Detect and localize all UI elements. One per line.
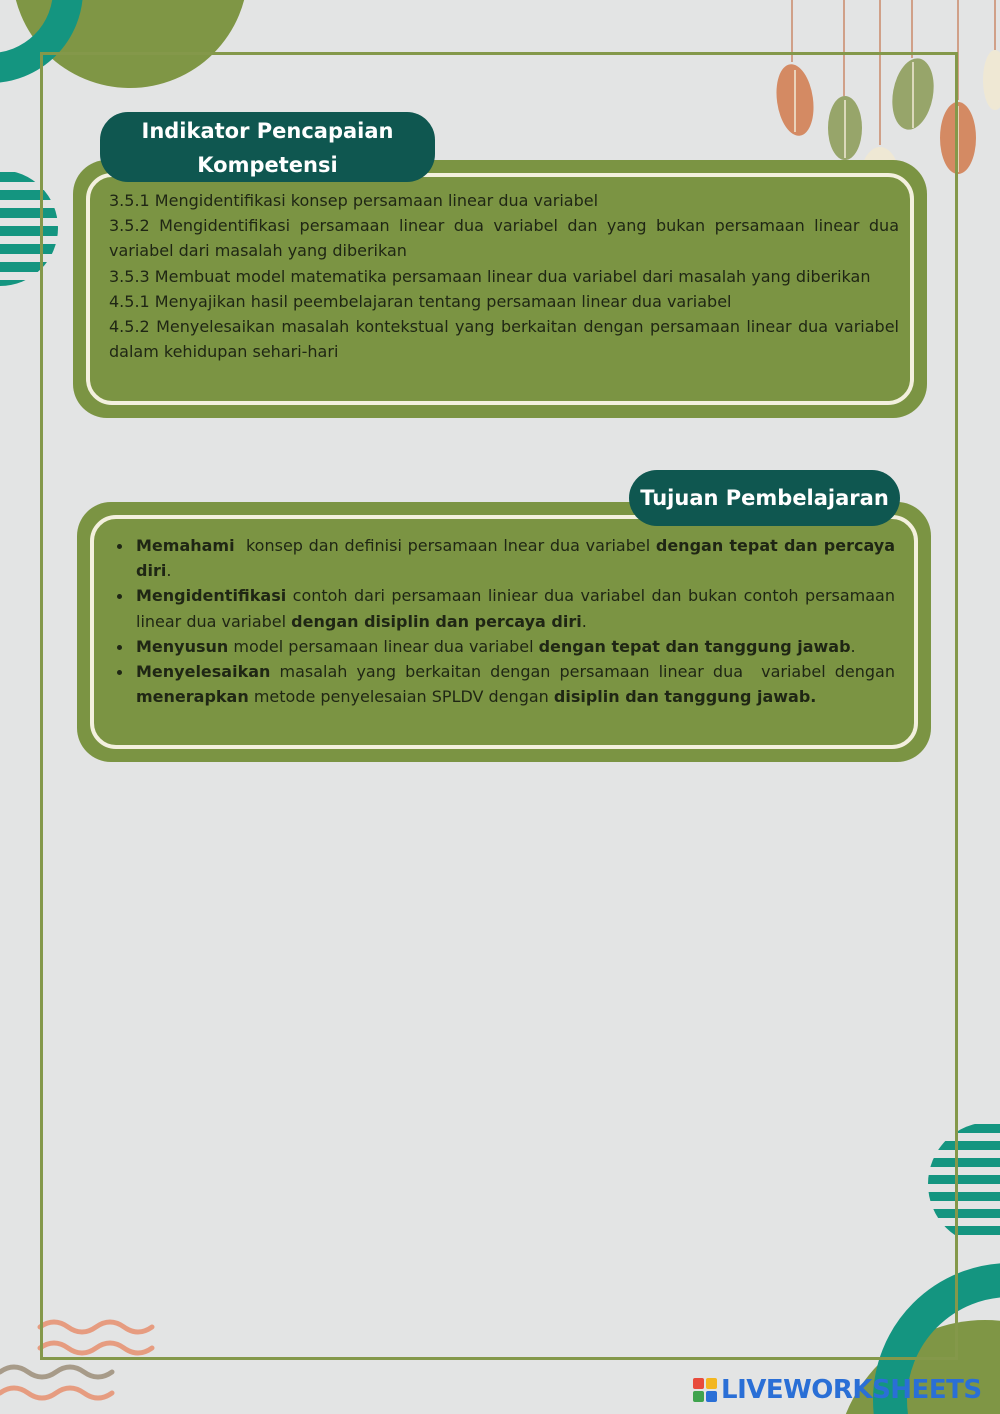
tujuan-item: [136, 634, 895, 659]
indikator-list: [109, 188, 899, 364]
liveworksheets-logo-icon: [693, 1378, 717, 1402]
tujuan-item: [136, 659, 901, 709]
tujuan-item-text: contoh dari persamaan liniear dua variabel dan bukan contoh persamaan linear dua variabel: [136, 586, 895, 631]
tujuan-item-keyword: Memahami: [136, 536, 235, 555]
tujuan-list: [136, 533, 901, 709]
tujuan-item-text: model persamaan linear dua variabel: [228, 636, 539, 656]
indikator-item: 3.5.3 Membuat model matematika persamaan linear dua variabel dari masalah yang diberikan: [109, 266, 871, 286]
tujuan-item: [136, 533, 895, 583]
tujuan-item-attitude: dengan disiplin dan percaya diri: [291, 611, 582, 631]
tujuan-item: [136, 583, 895, 633]
tujuan-item-text: .: [581, 611, 587, 631]
tujuan-item-attitude: dengan tepat dan percaya diri: [136, 536, 895, 581]
indikator-item: 4.5.1 Menyajikan hasil peembelajaran tentang persamaan linear dua variabel: [109, 291, 732, 311]
tujuan-item-keyword: Mengidentifikasi: [136, 586, 287, 606]
tujuan-item-attitude: menerapkan: [136, 687, 249, 707]
indikator-title-line1: Indikator Pencapaian: [141, 119, 394, 143]
tujuan-item-attitude: dengan tepat dan tanggung jawab: [538, 636, 851, 656]
watermark-text: LIVEWORKSHEETS: [721, 1375, 982, 1405]
indikator-item: 3.5.2 Mengidentifikasi persamaan linear dua variabel dan yang bukan persamaan linear dua variabel dari masalah yang diberikan: [109, 216, 899, 261]
tujuan-item-text: konsep dan definisi persamaan lnear dua variabel: [234, 536, 656, 555]
indikator-title-pill: [100, 112, 435, 182]
indikator-item: 3.5.1 Mengidentifikasi konsep persamaan linear dua variabel: [109, 191, 599, 210]
tujuan-item-text: metode penyelesaian SPLDV dengan: [248, 687, 554, 707]
indikator-title-line2: Kompetensi: [197, 153, 338, 177]
indikator-item: 4.5.2 Menyelesaikan masalah kontekstual yang berkaitan dengan persamaan linear dua variabel dalam kehidupan sehari-hari: [109, 317, 899, 362]
liveworksheets-watermark[interactable]: [693, 1374, 982, 1406]
tujuan-item-text: masalah yang berkaitan dengan persamaan linear dua variabel dengan: [270, 662, 901, 682]
tujuan-title-pill: [629, 470, 900, 526]
tujuan-item-text: .: [166, 561, 172, 581]
tujuan-item-keyword: Menyusun: [136, 636, 229, 656]
tujuan-item-text: .: [850, 636, 856, 656]
tujuan-item-keyword: Menyelesaikan: [136, 662, 271, 682]
tujuan-item-attitude: disiplin dan tanggung jawab.: [553, 687, 817, 707]
tujuan-title: Tujuan Pembelajaran: [640, 486, 889, 510]
